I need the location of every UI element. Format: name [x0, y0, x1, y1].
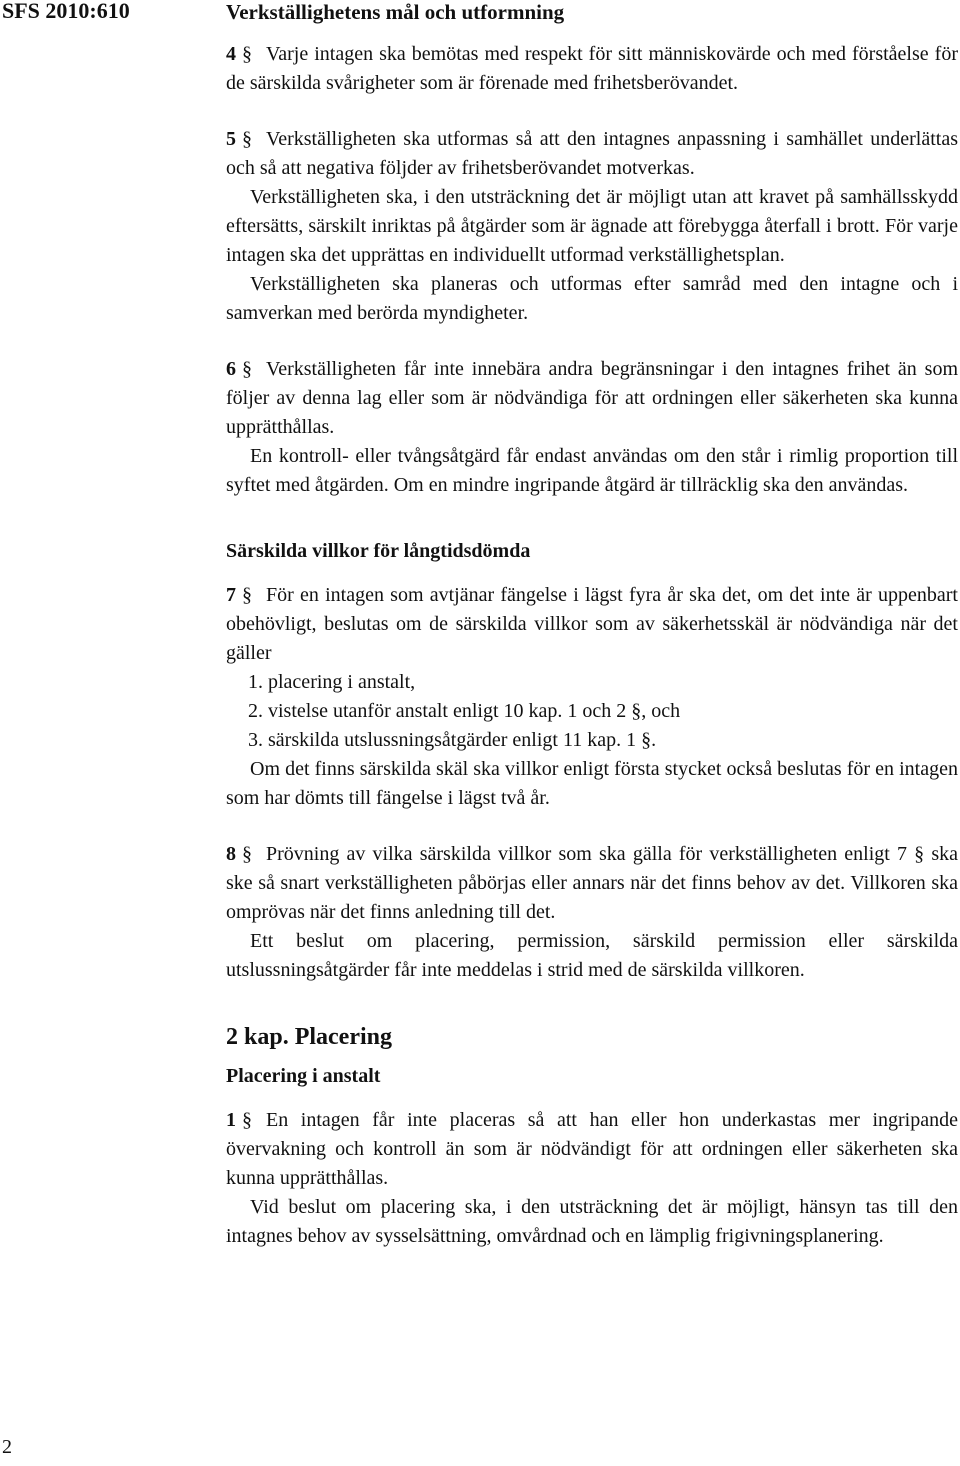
paragraph-8	[226, 840, 958, 927]
paragraph-7-stycke-2: Om det finns särskilda skäl ska villkor enligt första stycket också beslutas för en intagen som har dömts till fängelse i lägst två år.	[226, 758, 958, 809]
chapter-2-paragraph-1-stycke-2: Vid beslut om placering ska, i den utsträckning det är möjligt, hänsyn tas till den intagnes behov av sysselsättning, omvårdnad och en lämplig frigivningsplanering.	[226, 1196, 958, 1247]
paragraph-text: Verkställigheten ska utformas så att den intagnes anpassning i samhället underlättas och så att negativa följder av frihetsberövandet motverkas.	[226, 128, 958, 179]
paragraph-number: 5	[226, 128, 236, 150]
list-item: 3. särskilda utslussningsåtgärder enligt 11 kap. 1 §.	[248, 729, 657, 751]
paragraph-6	[226, 355, 958, 442]
section-sign: §	[242, 43, 252, 65]
paragraph-number: 6	[226, 358, 236, 380]
paragraph-7	[226, 581, 958, 668]
paragraph-text: För en intagen som avtjänar fängelse i lägst fyra år ska det, om det inte är uppenbart obehövligt, beslutas om de särskilda villkor som av säkerhetsskäl är nödvändiga när det gäller	[226, 584, 958, 664]
section-sign: §	[242, 1109, 252, 1131]
document-body	[226, 0, 958, 1251]
paragraph-4	[226, 40, 958, 98]
list-item: 2. vistelse utanför anstalt enligt 10 kap. 1 och 2 §, och	[248, 700, 681, 722]
section-sign: §	[242, 358, 252, 380]
chapter-2-paragraph-1	[226, 1106, 958, 1193]
chapter-heading: 2 kap. Placering	[226, 1024, 392, 1050]
paragraph-number: 8	[226, 843, 236, 865]
heading-placering-i-anstalt: Placering i anstalt	[226, 1065, 381, 1087]
paragraph-8-stycke-2: Ett beslut om placering, permission, särskild permission eller särskilda utslussningsåtgärder får inte meddelas i strid med de särskilda villkoren.	[226, 930, 958, 981]
paragraph-text: En intagen får inte placeras så att han eller hon underkastas mer ingripande övervakning och kontroll än som är nödvändigt för att ordningen eller säkerheten ska kunna upprätthållas.	[226, 1109, 958, 1189]
section-sign: §	[242, 584, 252, 606]
heading-verkstallighetens-mal: Verkställighetens mål och utformning	[226, 0, 565, 24]
section-sign: §	[242, 843, 252, 865]
paragraph-5	[226, 125, 958, 183]
paragraph-5-stycke-2: Verkställigheten ska, i den utsträckning det är möjligt utan att kravet på samhällsskydd eftersätts, särskilt inriktas på åtgärder som är ägnade att förebygga återfall i brott. För varje intagen ska det upprättas en individuellt utformad verkställighetsplan.	[226, 186, 958, 266]
paragraph-6-stycke-2: En kontroll- eller tvångsåtgärd får endast användas om den står i rimlig proportion till syftet med åtgärden. Om en mindre ingripande åtgärd är tillräcklig ska den användas.	[226, 445, 958, 496]
paragraph-text: Prövning av vilka särskilda villkor som ska gälla för verkställigheten enligt 7 § ska ske så snart verkställigheten påbörjas eller annars när det finns behov av det. Villkoren ska omprövas när det finns anledning till det.	[226, 843, 958, 923]
paragraph-7-list	[226, 668, 958, 755]
sfs-number: SFS 2010:610	[2, 0, 130, 23]
paragraph-text: Verkställigheten får inte innebära andra begränsningar i den intagnes frihet än som följer av denna lag eller som är nödvändiga för att ordningen eller säkerheten ska kunna upprätthållas.	[226, 358, 958, 438]
section-sign: §	[242, 128, 252, 150]
page-number: 2	[2, 1436, 12, 1458]
paragraph-number: 1	[226, 1109, 236, 1131]
paragraph-number: 7	[226, 584, 236, 606]
heading-sarskilda-villkor: Särskilda villkor för långtidsdömda	[226, 540, 531, 562]
paragraph-text: Varje intagen ska bemötas med respekt för sitt människovärde och med förståelse för de särskilda svårigheter som är förenade med frihetsberövandet.	[226, 43, 958, 94]
list-item: 1. placering i anstalt,	[248, 671, 416, 693]
paragraph-number: 4	[226, 43, 236, 65]
paragraph-5-stycke-3: Verkställigheten ska planeras och utformas efter samråd med den intagne och i samverkan med berörda myndigheter.	[226, 273, 958, 324]
